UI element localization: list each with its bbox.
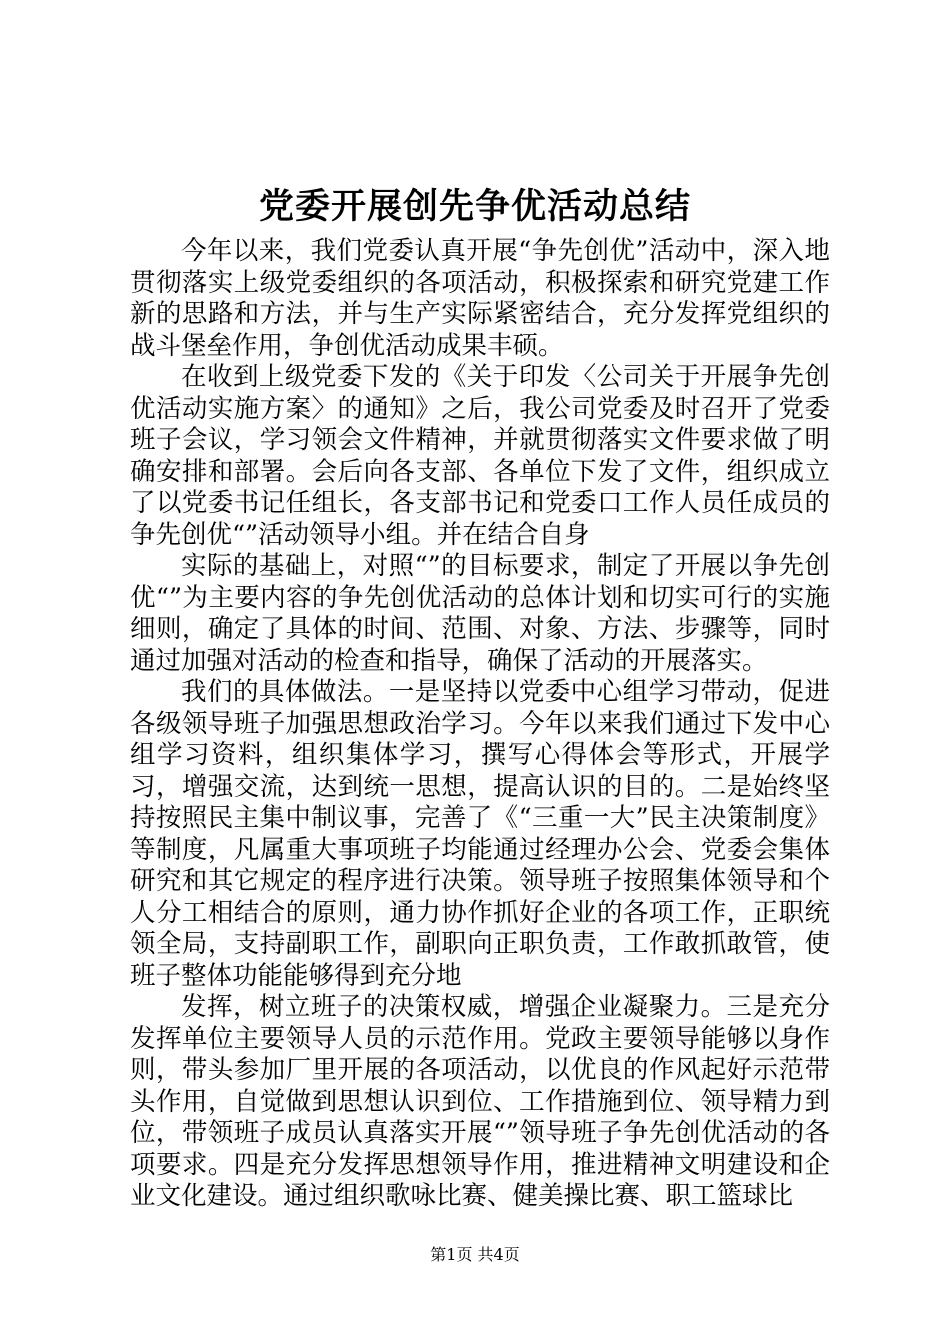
page-footer: 第1页 共4页 bbox=[430, 1245, 520, 1264]
paragraph: 实际的基础上，对照“”的目标要求，制定了开展以争先创优“”为主要内容的争先创优活动的总体计划和切实可行的实施细则，确定了具体的时间、范围、对象、方法、步骤等，同时通过加强对活动的检查和指导，确保了活动的开展落实。 bbox=[130, 551, 830, 676]
paragraph: 我们的具体做法。一是坚持以党委中心组学习带动，促进各级领导班子加强思想政治学习。今年以来我们通过下发中心组学习资料，组织集体学习，撰写心得体会等形式，开展学习，增强交流，达到统一思想，提高认识的目的。二是始终坚持按照民主集中制议事，完善了《“三重一大”民主决策制度》等制度，凡属重大事项班子均能通过经理办公会、党委会集体研究和其它规定的程序进行决策。领导班子按照集体领导和个人分工相结合的原则，通力协作抓好企业的各项工作，正职统领全局，支持副职工作，副职向正职负责，工作敢抓敢管，使班子整体功能能够得到充分地 bbox=[130, 677, 830, 991]
paragraph: 今年以来，我们党委认真开展“争先创优”活动中，深入地贯彻落实上级党委组织的各项活动，积极探索和研究党建工作新的思路和方法，并与生产实际紧密结合，充分发挥党组织的战斗堡垒作用，争创优活动成果丰硕。 bbox=[130, 236, 830, 361]
paragraph: 在收到上级党委下发的《关于印发〈公司关于开展争先创优活动实施方案〉的通知》之后，我公司党委及时召开了党委班子会议，学习领会文件精神，并就贯彻落实文件要求做了明确安排和部署。会后向各支部、各单位下发了文件，组织成立了以党委书记任组长，各支部书记和党委口工作人员任成员的争先创优“”活动领导小组。并在结合自身 bbox=[130, 362, 830, 550]
paragraph: 发挥，树立班子的决策权威，增强企业凝聚力。三是充分发挥单位主要领导人员的示范作用。党政主要领导能够以身作则，带头参加厂里开展的各项活动，以优良的作风起好示范带头作用，自觉做到思想认识到位、工作措施到位、领导精力到位，带领班子成员认真落实开展“”领导班子争先创优活动的各项要求。四是充分发挥思想领导作用，推进精神文明建设和企业文化建设。通过组织歌咏比赛、健美操比赛、职工篮球比 bbox=[130, 992, 830, 1211]
document-body bbox=[130, 236, 830, 1213]
document-title: 党委开展创先争优活动总结 bbox=[258, 186, 691, 227]
